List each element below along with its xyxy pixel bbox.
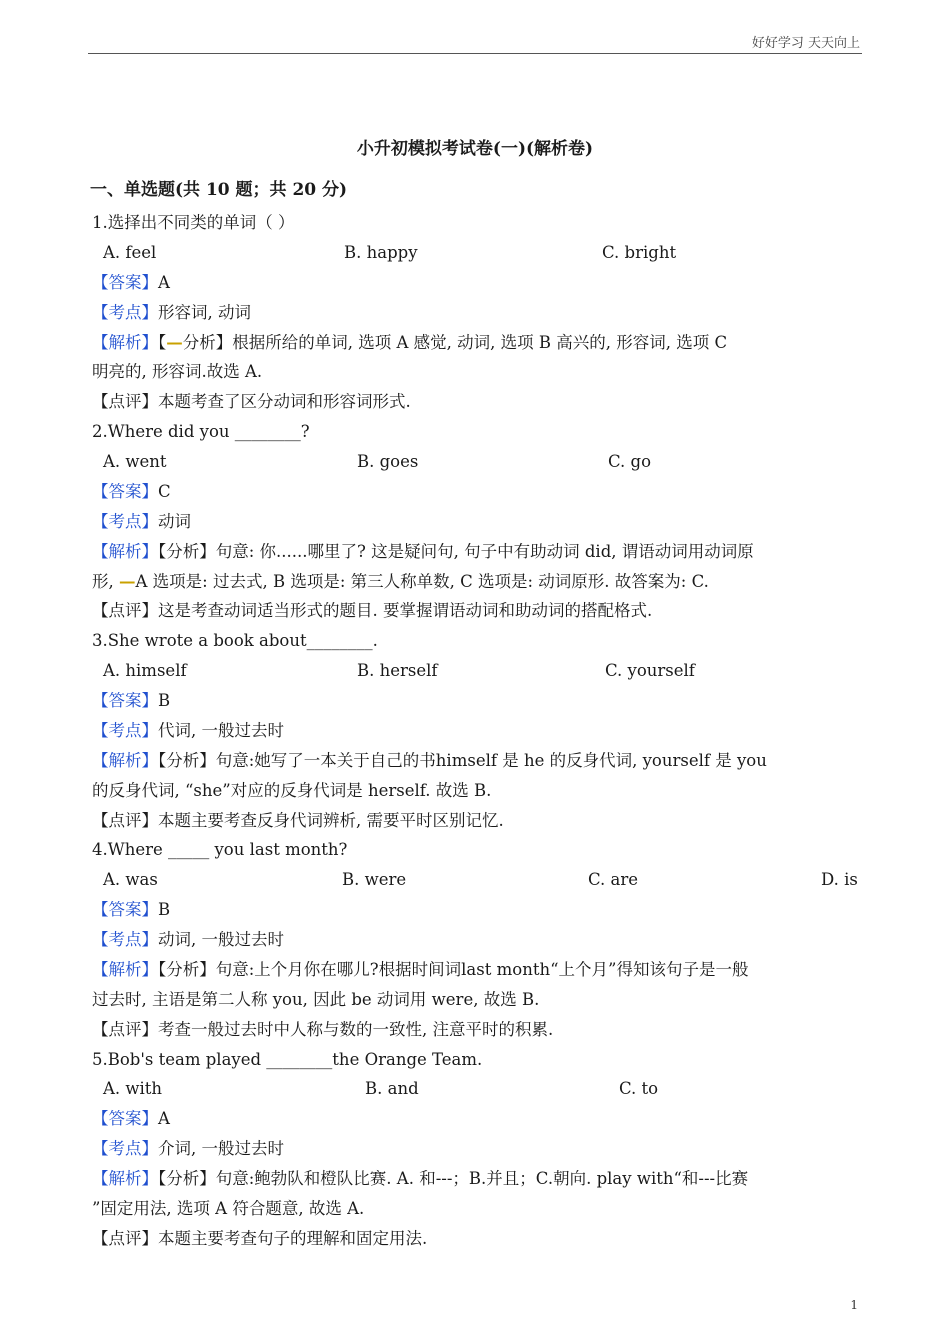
option-c: C. yourself — [605, 661, 695, 681]
point-line — [92, 925, 862, 955]
comment-value: 这是考查动词适当形式的题目. 要掌握谓语动词和助动词的搭配格式. — [158, 601, 653, 621]
analysis-line-cont: ”固定用法, 选项 A 符合题意, 故选 A. — [92, 1198, 365, 1218]
analysis-line — [92, 537, 862, 567]
page-number: 1 — [850, 1298, 858, 1312]
answer-tag: 【答案】 — [92, 691, 158, 710]
analysis-tag: 【解析】 — [92, 959, 158, 979]
analysis-bracket: 【 — [158, 332, 167, 352]
analysis-line-cont: 的反身代词, “she”对应的反身代词是 herself. 故选 B. — [92, 780, 492, 800]
point-line — [92, 507, 862, 537]
analysis-line — [92, 746, 862, 776]
point-tag: 【考点】 — [92, 720, 158, 740]
answer-tag: 【答案】 — [92, 481, 158, 501]
options-row — [92, 656, 862, 686]
analysis-text: 【分析】句意:上个月你在哪儿?根据时间词last month“上个月”得知该句子是一般 — [158, 959, 749, 979]
header-rule — [88, 53, 862, 54]
analysis-line — [92, 328, 862, 358]
options-row — [92, 865, 862, 895]
comment-line — [92, 387, 862, 417]
analysis-tag: 【解析】 — [92, 1169, 158, 1188]
answer-value: B — [158, 691, 171, 710]
point-line — [92, 716, 862, 746]
document-title: 小升初模拟考试卷(一)(解析卷) — [356, 139, 594, 159]
analysis-text: 【分析】句意:她写了一本关于自己的书himself 是 he 的反身代词, yourself 是 you — [158, 750, 767, 770]
point-tag: 【考点】 — [92, 930, 158, 949]
point-value: 代词, 一般过去时 — [158, 720, 284, 740]
analysis-tag: 【解析】 — [92, 750, 158, 770]
question-list — [92, 208, 862, 1254]
answer-tag: 【答案】 — [92, 900, 158, 920]
point-tag: 【考点】 — [92, 1139, 158, 1159]
analysis-text: 分析】根据所给的单词, 选项 A 感觉, 动词, 选项 B 高兴的, 形容词, 选项 C — [182, 332, 728, 352]
option-a: A. was — [103, 870, 158, 890]
point-value: 介词, 一般过去时 — [158, 1139, 284, 1159]
point-value: 形容词, 动词 — [158, 302, 251, 322]
comment-tag: 【点评】 — [92, 1019, 158, 1039]
comment-value: 本题主要考查句子的理解和固定用法. — [158, 1228, 428, 1248]
highlight-mark: — — [119, 571, 136, 591]
section-title: 一、单选题(共 10 题；共 20 分) — [90, 180, 348, 200]
analysis-text: A 选项是: 过去式, B 选项是: 第三人称单数, C 选项是: 动词原形. 故答案为: C. — [135, 571, 709, 591]
answer-line — [92, 1104, 862, 1134]
analysis-line — [92, 955, 862, 985]
point-line — [92, 1134, 862, 1164]
option-d: D. is — [821, 870, 858, 890]
comment-line — [92, 806, 862, 836]
comment-tag: 【点评】 — [92, 392, 158, 412]
options-row — [92, 238, 862, 268]
option-a: A. himself — [103, 661, 187, 681]
point-tag: 【考点】 — [92, 302, 158, 322]
analysis-line-cont — [92, 567, 862, 597]
answer-line — [92, 686, 862, 716]
option-a: A. feel — [103, 242, 157, 262]
analysis-line-cont: 明亮的, 形容词.故选 A. — [92, 362, 263, 382]
answer-value: A — [158, 272, 170, 292]
question-stem: 3.She wrote a book about________. — [92, 631, 378, 651]
question-stem: 2.Where did you ________? — [92, 422, 310, 442]
point-value: 动词, 一般过去时 — [158, 930, 284, 949]
comment-line — [92, 1224, 862, 1254]
options-row — [92, 447, 862, 477]
option-a: A. with — [103, 1079, 163, 1099]
answer-value: C — [158, 481, 171, 501]
comment-tag: 【点评】 — [92, 1228, 158, 1248]
comment-value: 本题主要考查反身代词辨析, 需要平时区别记忆. — [158, 810, 504, 830]
comment-tag: 【点评】 — [92, 810, 158, 830]
analysis-text: 【分析】句意: 你......哪里了? 这是疑问句, 句子中有助动词 did, 谓语动词用动词原 — [158, 541, 754, 561]
point-line — [92, 298, 862, 328]
analysis-line — [92, 1164, 862, 1194]
option-b: B. happy — [344, 242, 418, 262]
header-text: 好好学习 天天向上 — [751, 36, 860, 51]
option-c: C. bright — [602, 242, 677, 262]
option-b: B. and — [365, 1079, 419, 1099]
answer-value: B — [158, 900, 171, 920]
analysis-text: 【分析】句意:鲍勃队和橙队比赛. A. 和---；B.并且；C.朝向. play with“和---比赛 — [158, 1169, 749, 1188]
option-a: A. went — [103, 452, 167, 471]
option-b: B. herself — [357, 661, 438, 681]
answer-line — [92, 895, 862, 925]
option-c: C. to — [619, 1079, 659, 1099]
answer-line — [92, 477, 862, 507]
comment-tag: 【点评】 — [92, 601, 158, 621]
option-c: C. go — [608, 452, 652, 471]
question-stem: 4.Where _____ you last month? — [92, 840, 348, 860]
analysis-text: 形, — [92, 571, 119, 591]
option-b: B. goes — [357, 452, 419, 471]
question-stem: 5.Bob's team played ________the Orange Team. — [92, 1049, 483, 1069]
option-c: C. are — [588, 870, 639, 890]
analysis-line-cont: 过去时, 主语是第二人称 you, 因此 be 动词用 were, 故选 B. — [92, 989, 540, 1009]
comment-line — [92, 596, 862, 626]
answer-value: A — [158, 1109, 170, 1129]
analysis-tag: 【解析】 — [92, 332, 158, 352]
comment-value: 本题考查了区分动词和形容词形式. — [158, 392, 411, 412]
option-b: B. were — [342, 870, 407, 890]
comment-line — [92, 1015, 862, 1045]
answer-tag: 【答案】 — [92, 1109, 158, 1129]
answer-tag: 【答案】 — [92, 272, 158, 292]
comment-value: 考查一般过去时中人称与数的一致性, 注意平时的积累. — [158, 1019, 554, 1039]
answer-line — [92, 268, 862, 298]
options-row — [92, 1074, 862, 1104]
point-tag: 【考点】 — [92, 511, 158, 531]
question-stem: 1.选择出不同类的单词（ ） — [92, 213, 295, 232]
analysis-tag: 【解析】 — [92, 541, 158, 561]
point-value: 动词 — [158, 511, 191, 531]
highlight-mark: — — [166, 332, 183, 352]
